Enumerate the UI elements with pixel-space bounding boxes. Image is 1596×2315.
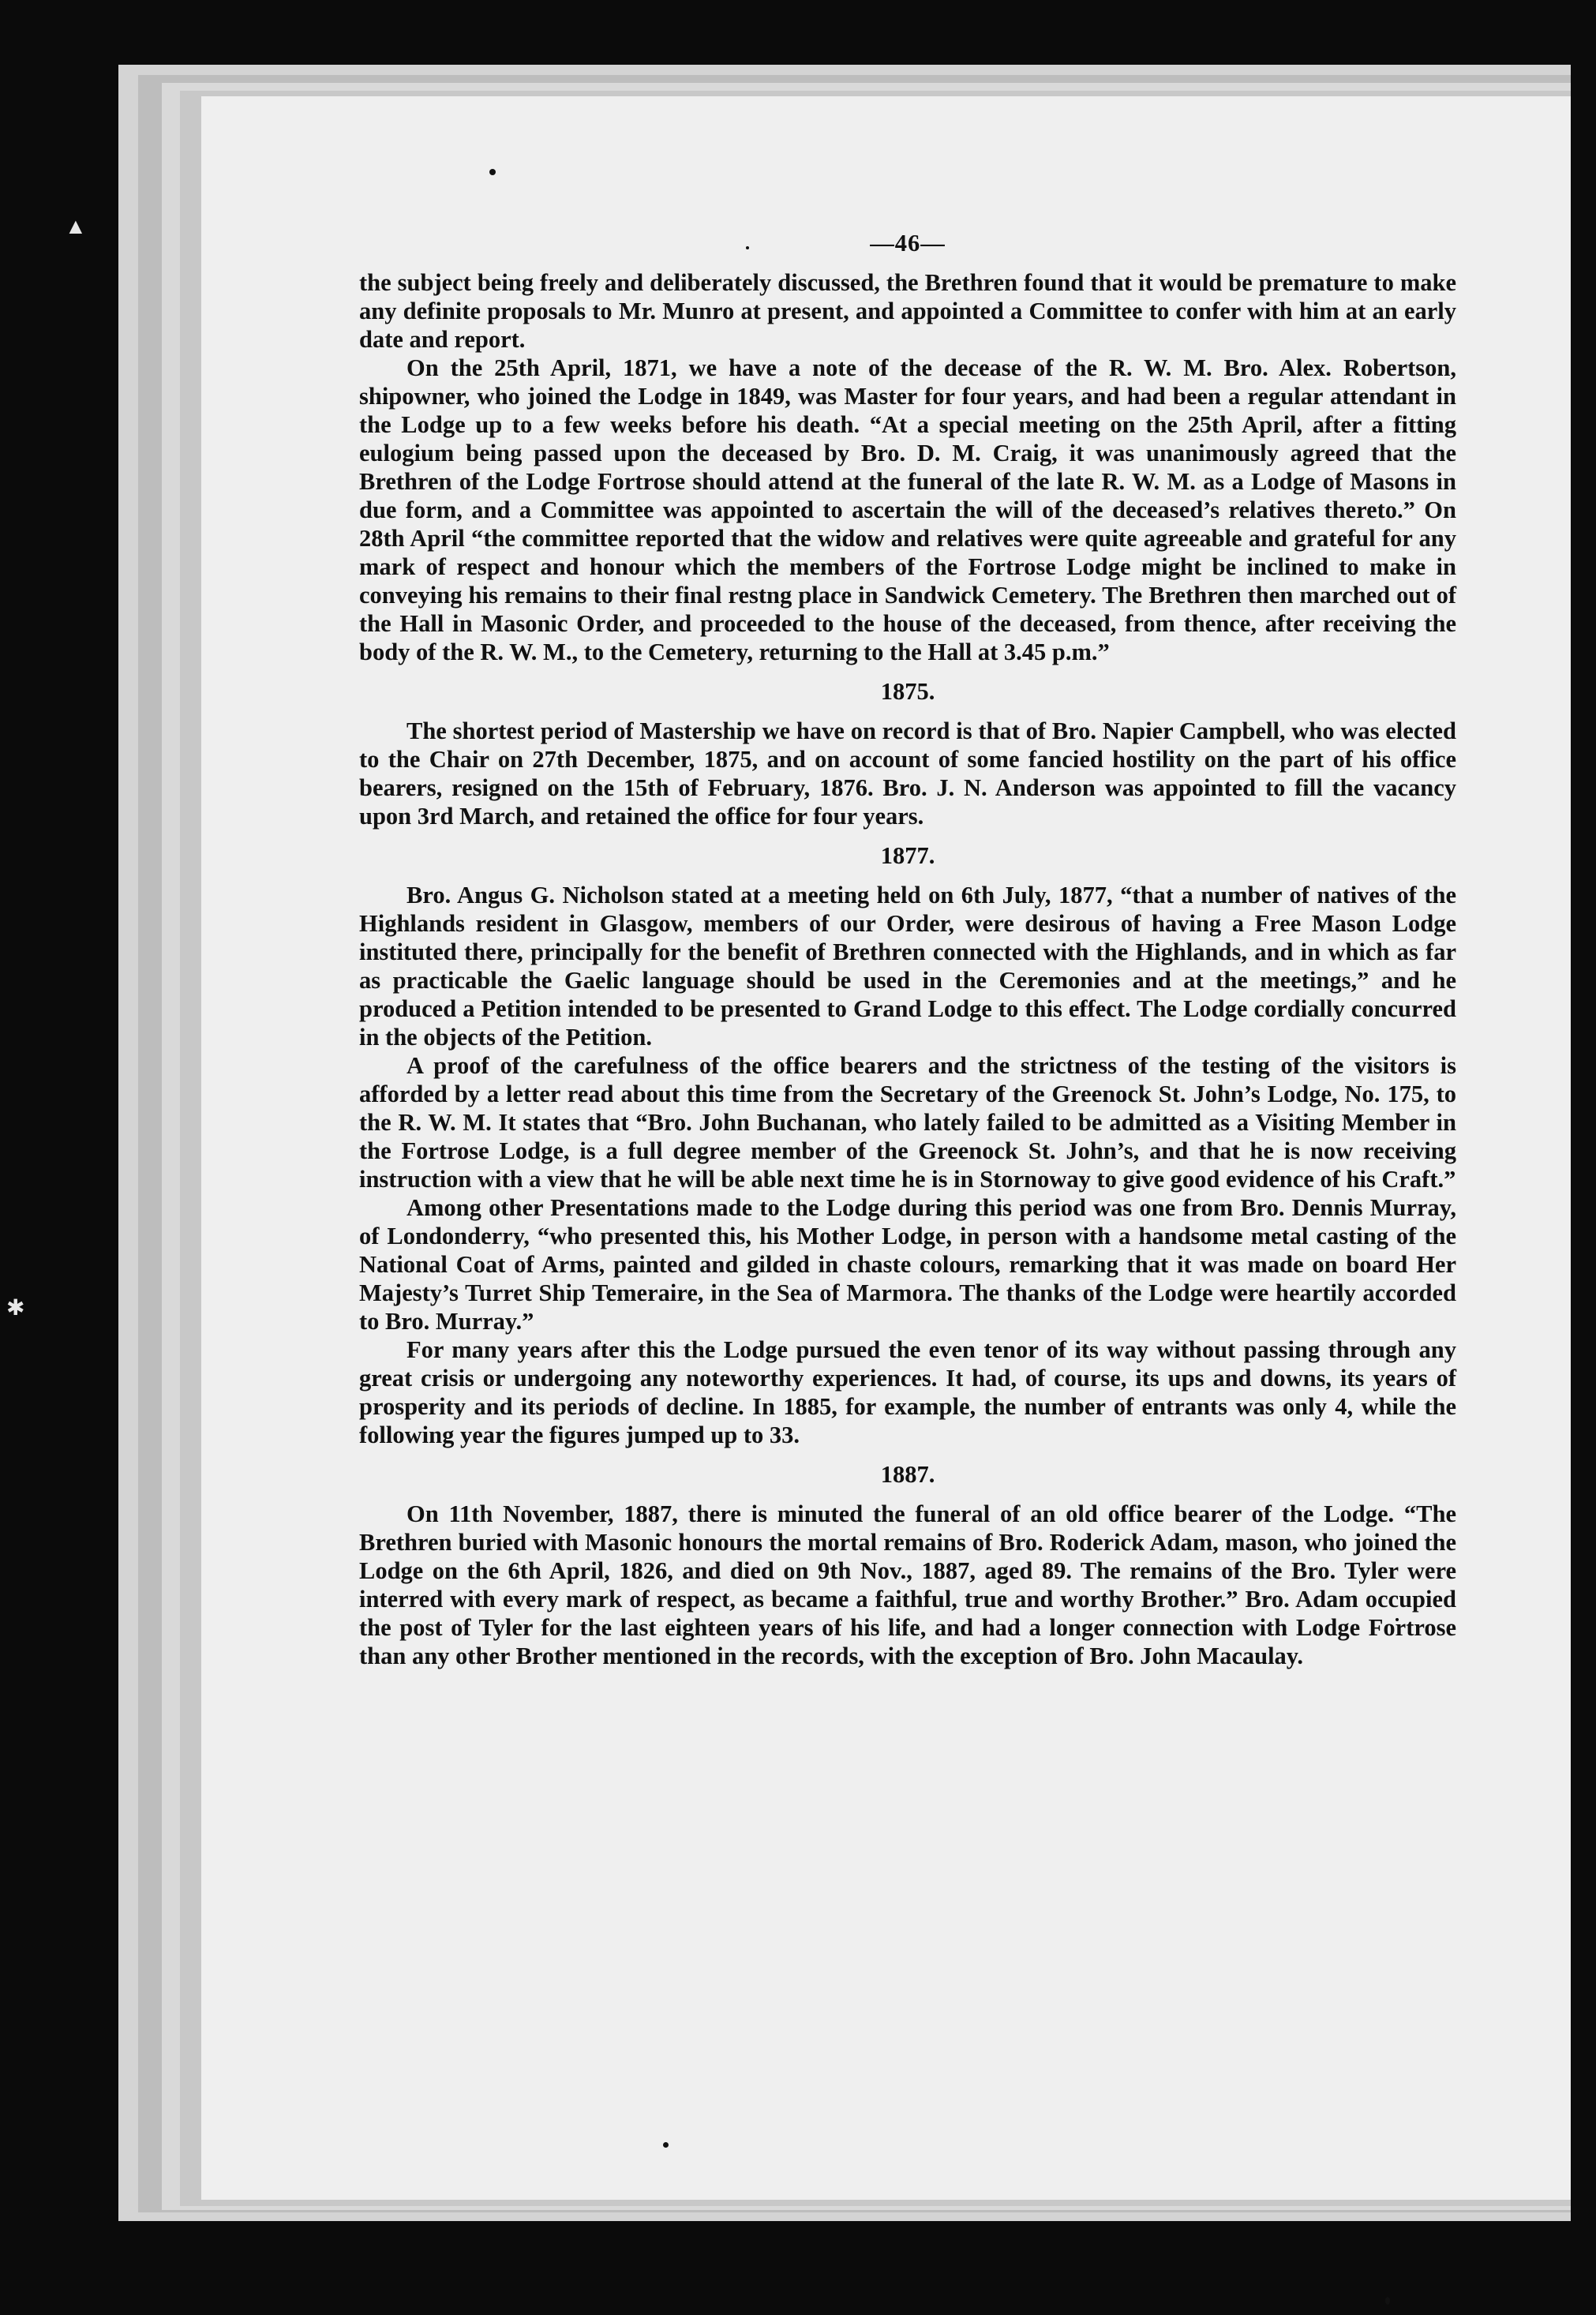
year-heading: 1877. bbox=[880, 842, 935, 869]
page-number: —46— bbox=[870, 230, 946, 257]
paragraph: On 11th November, 1887, there is minuted the funeral of an old office bearer of the Lodge. “The Brethren buried with Masonic honours the mortal remains of Bro. Roderick Adam, mason, who joined the Lodge on the 6th April, 1826, and died on 9th Nov., 1887, aged 89. The remains of the Bro. Tyler were interred with every mark of respect, as became a faithful, true and worthy Brother.” Bro. Adam occupied the post of Tyler for the last eighteen years of his life, and had a longer connection with Lodge Fortrose than any other Brother mentioned in the records, with the exception of Bro. John Macaulay. bbox=[359, 1500, 1456, 1669]
year-heading: 1887. bbox=[880, 1461, 935, 1488]
scan-artifact: ✱ bbox=[6, 1296, 25, 1320]
paragraph: the subject being freely and deliberately discussed, the Brethren found that it would be premature to make any definite proposals to Mr. Munro at present, and appointed a Committee to confer with him at an early date and report. bbox=[359, 269, 1456, 353]
scan-artifact: ▲ bbox=[65, 215, 87, 239]
paragraph: For many years after this the Lodge pursued the even tenor of its way without passing through any great crisis or undergoing any noteworthy experiences. It had, of course, its ups and downs, its years of prosperity and its periods of decline. In 1885, for example, the number of entrants was only 4, while the following year the figures jumped up to 33. bbox=[359, 1336, 1456, 1448]
paragraph: On the 25th April, 1871, we have a note of the decease of the R. W. M. Bro. Alex. Robertson, shipowner, who joined the Lodge in 1849, was Master for four years, and had been a regular attendant in the Lodge up to a few weeks before his death. “At a special meeting on the 25th April, after a fitting eulogium being passed upon the deceased by Bro. D. M. Craig, it was unanimously agreed that the Brethren of the Lodge Fortrose should attend at the funeral of the late R. W. M. as a Lodge of Masons in due form, and a Committee was appointed to ascertain the will of the deceased’s relatives thereto.” On 28th April “the committee reported that the widow and relatives were quite agreeable and grateful for any mark of respect and honour which the members of the Fortrose Lodge might be inclined to make in conveying his remains to their final restng place in Sandwick Cemetery. The Brethren then marched out of the Hall in Masonic Order, and proceeded to the house of the deceased, from thence, after receiving the body of the R. W. M., to the Cemetery, returning to the Hall at 3.45 p.m.” bbox=[359, 354, 1456, 665]
paragraph: Bro. Angus G. Nicholson stated at a meeting held on 6th July, 1877, “that a number of natives of the Highlands resident in Glasgow, members of our Order, were desirous of having a Free Mason Lodge instituted there, principally for the benefit of Brethren connected with the Highlands, and in which as far as practicable the Gaelic language should be used in the Ceremonies and at the meetings,” and he produced a Petition intended to be presented to Grand Lodge to this effect. The Lodge cordially concurred in the objects of the Petition. bbox=[359, 882, 1456, 1051]
page-text bbox=[359, 229, 1456, 1670]
page-speck bbox=[489, 169, 496, 175]
paragraph: Among other Presentations made to the Lodge during this period was one from Bro. Dennis Murray, of Londonderry, “who presented this, his Mother Lodge, in person with a handsome metal casting of the National Coat of Arms, painted and gilded in chaste colours, remarking that it was made on board Her Majesty’s Turret Ship Temeraire, in the Sea of Marmora. The thanks of the Lodge were heartily accorded to Bro. Murray.” bbox=[359, 1194, 1456, 1335]
page-speck bbox=[663, 2142, 669, 2148]
page-speck bbox=[1385, 2297, 1390, 2305]
paragraph: The shortest period of Mastership we have on record is that of Bro. Napier Campbell, who was elected to the Chair on 27th December, 1875, and on account of some fancied hostility on the part of his office bearers, resigned on the 15th of February, 1876. Bro. J. N. Anderson was appointed to fill the vacancy upon 3rd March, and retained the office for four years. bbox=[359, 717, 1456, 830]
year-heading: 1875. bbox=[880, 678, 935, 705]
paragraph: A proof of the carefulness of the office bearers and the strictness of the testing of the visitors is afforded by a letter read about this time from the Secretary of the Greenock St. John’s Lodge, No. 175, to the R. W. M. It states that “Bro. John Buchanan, who lately failed to be admitted as a Visiting Member in the Fortrose Lodge, is a full degree member of the Greenock St. John’s, and that he is now receiving instruction with a view that he will be able next time he is in Stornoway to give good evidence of his Craft.” bbox=[359, 1052, 1456, 1193]
